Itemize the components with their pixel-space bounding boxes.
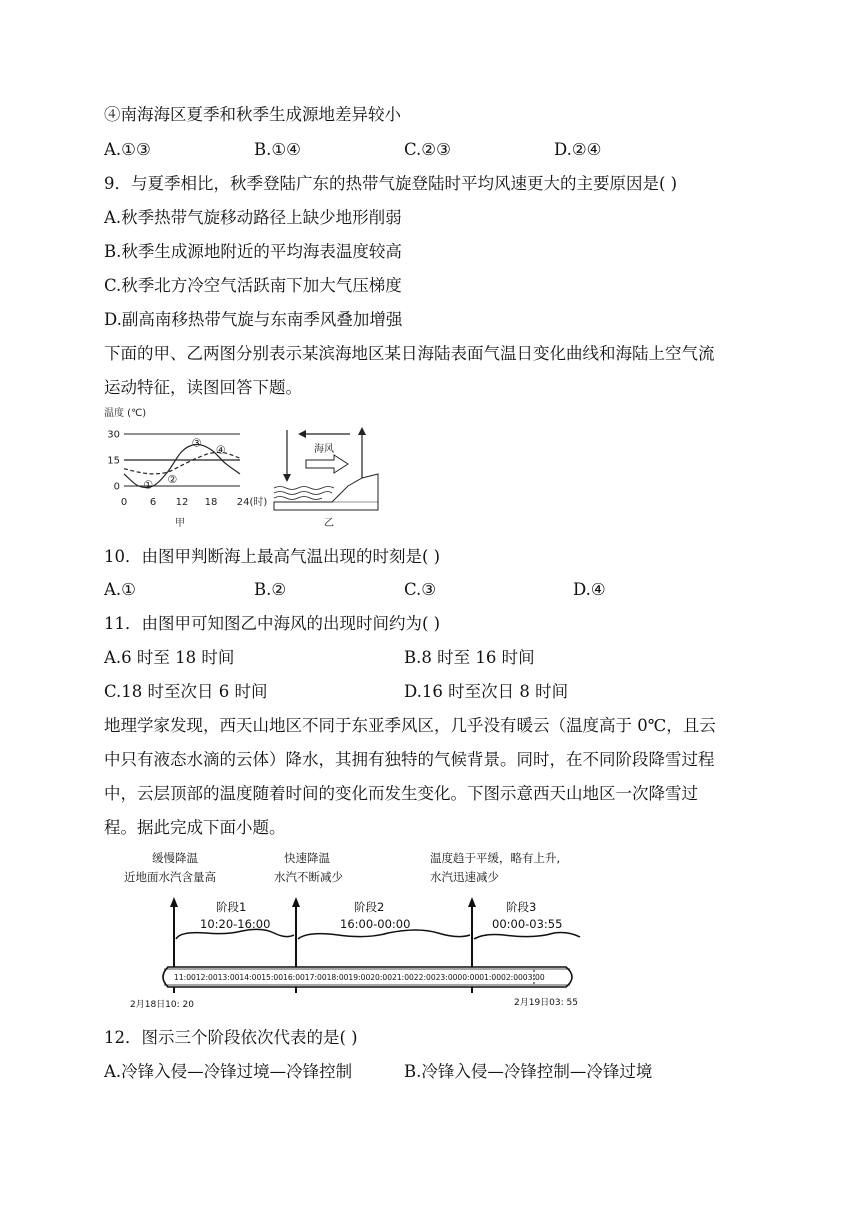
q12-stem: 12．图示三个阶段依次代表的是( ) [104,1028,358,1047]
y-tick-label: 15 [107,455,120,467]
q9-option-b[interactable]: B.秋季生成源地附近的平均海表温度较高 [104,242,402,261]
q10-option-d[interactable]: D.④ [573,580,606,599]
timeline-hour-label: 01:00 [479,973,502,982]
stage3-brace [474,933,580,940]
timeline-hour-label: 16:00 [283,973,305,982]
timeline-hour-label: 02:00 [501,973,523,982]
x-tick-label: 24(时) [236,497,268,508]
panel-b-label: 乙 [324,518,334,529]
stage1-name: 阶段1 [216,900,247,914]
note3-line2: 水汽迅速减少 [430,870,499,884]
q10-option-a[interactable]: A.① [104,580,136,599]
timeline-hour-label: 12:00 [195,973,218,982]
up-arrow-head [358,427,366,435]
upper-return-arrow-head [298,430,306,438]
q11-option-b[interactable]: B.8 时至 16 时间 [404,648,535,667]
q9-option-c[interactable]: C.秋季北方冷空气活跃南下加大气压梯度 [104,276,402,295]
note3-line1: 温度趋于平缓，略有上升, [430,851,561,865]
stage1-time: 10:20-16:00 [200,917,271,931]
q11-option-c[interactable]: C.18 时至次日 6 时间 [104,682,268,701]
point-marker: ④ [215,443,226,457]
timeline-end: 2月19日03: 55 [514,998,578,1008]
timeline-hour-label: 23:00 [435,973,458,982]
q11-option-d[interactable]: D.16 时至次日 8 时间 [404,682,569,701]
note1-line2: 近地面水汽含量高 [124,870,216,884]
timeline-hour-label: 15:00 [261,973,284,982]
timeline-hour-label: 22:00 [413,973,436,982]
note1-line1: 缓慢降温 [152,851,198,865]
timeline-hour-label: 17:00 [304,973,327,982]
q8-option-a[interactable]: A.①③ [104,140,151,159]
intro2-line1: 地理学家发现，西天山地区不同于东亚季风区，几乎没有暖云（温度高于 0℃，且云 [104,716,716,735]
x-tick-label: 0 [120,497,128,508]
q12-option-b[interactable]: B.冷锋入侵—冷锋控制—冷锋过境 [404,1062,653,1081]
arrow-stage3-head [468,897,476,907]
timeline-hours [174,973,545,982]
q9-stem: 9．与夏季相比，秋季登陆广东的热带气旋登陆时平均风速更大的主要原因是( ) [104,174,678,193]
q9-option-a[interactable]: A.秋季热带气旋移动路径上缺少地形削弱 [104,208,402,227]
timeline-hour-label: 00:00 [457,973,480,982]
arrow-stage1-head [170,897,178,907]
point-marker: ① [143,478,154,492]
timeline-hour-label: 13:00 [217,973,240,982]
sea-wave-3 [274,497,322,500]
note2-line1: 快速降温 [284,851,330,865]
point-marker: ② [167,473,178,487]
x-tick-label: 12 [175,497,189,508]
timeline-hour-label: 19:00 [348,973,371,982]
timeline-hour-label: 18:00 [326,973,349,982]
y-tick-label: 30 [107,429,120,441]
q10-option-b[interactable]: B.② [254,580,287,599]
sea-breeze-label: 海风 [314,444,334,455]
figure1-ylabel: 温度 (℃) [104,408,147,419]
intro1-line2: 运动特征，读图回答下题。 [104,378,302,397]
q11-option-a[interactable]: A.6 时至 18 时间 [104,648,235,667]
q11-stem: 11．由图甲可知图乙中海风的出现时间约为( ) [104,614,441,633]
q8-item-4: ④南海海区夏季和秋季生成源地差异较小 [104,105,401,124]
q9-option-d[interactable]: D.副高南移热带气旋与东南季风叠加增强 [104,310,403,329]
stage3-time: 00:00-03:55 [492,917,563,931]
arrow-stage2-head [292,897,300,907]
stage2-brace [298,930,470,939]
point-marker: ③ [191,436,202,450]
q12-option-a[interactable]: A.冷锋入侵—冷锋过境—冷锋控制 [104,1062,353,1081]
timeline-hour-label: 03:00 [522,973,545,982]
x-tick-label: 6 [149,497,157,508]
q8-option-b[interactable]: B.①④ [254,140,301,159]
sea-breeze-arrow [306,455,348,473]
intro2-line2: 中只有液态水滴的云体）降水，其拥有独特的气候背景。同时，在不同阶段降雪过程 [104,750,715,769]
timeline-hour-label: 20:00 [370,973,393,982]
q8-option-c[interactable]: C.②③ [404,140,451,159]
figure2 [120,845,600,1015]
timeline-hour-label: 11:00 [174,973,196,982]
timeline-hour-label: 21:00 [392,973,414,982]
sea-breeze-diagram [274,427,378,529]
down-arrow-head [283,474,291,482]
x-tick-label: 18 [204,497,218,508]
note2-line2: 水汽不断减少 [274,870,343,884]
intro2-line3: 中，云层顶部的温度随着时间的变化而发生变化。下图示意西天山地区一次降雪过 [104,784,698,803]
timeline-hour-label: 14:00 [239,973,262,982]
q10-option-c[interactable]: C.③ [404,580,437,599]
sea-wave-1 [274,487,334,490]
q8-option-d[interactable]: D.②④ [554,140,602,159]
intro2-line4: 程。据此完成下面小题。 [104,818,286,837]
timeline-start: 2月18日10: 20 [130,1000,194,1010]
intro1-line1: 下面的甲、乙两图分别表示某滨海地区某日海陆表面气温日变化曲线和海陆上空气流 [104,344,715,363]
y-tick-label: 0 [113,481,120,493]
panel-a-label: 甲 [175,518,185,529]
stage2-time: 16:00-00:00 [340,917,411,931]
stage3-name: 阶段3 [506,900,537,914]
sea-wave-2 [274,492,332,495]
stage2-name: 阶段2 [354,900,385,914]
q10-stem: 10．由图甲判断海上最高气温出现的时刻是( ) [104,547,441,566]
figure1 [100,402,400,532]
temperature-chart [107,430,267,530]
